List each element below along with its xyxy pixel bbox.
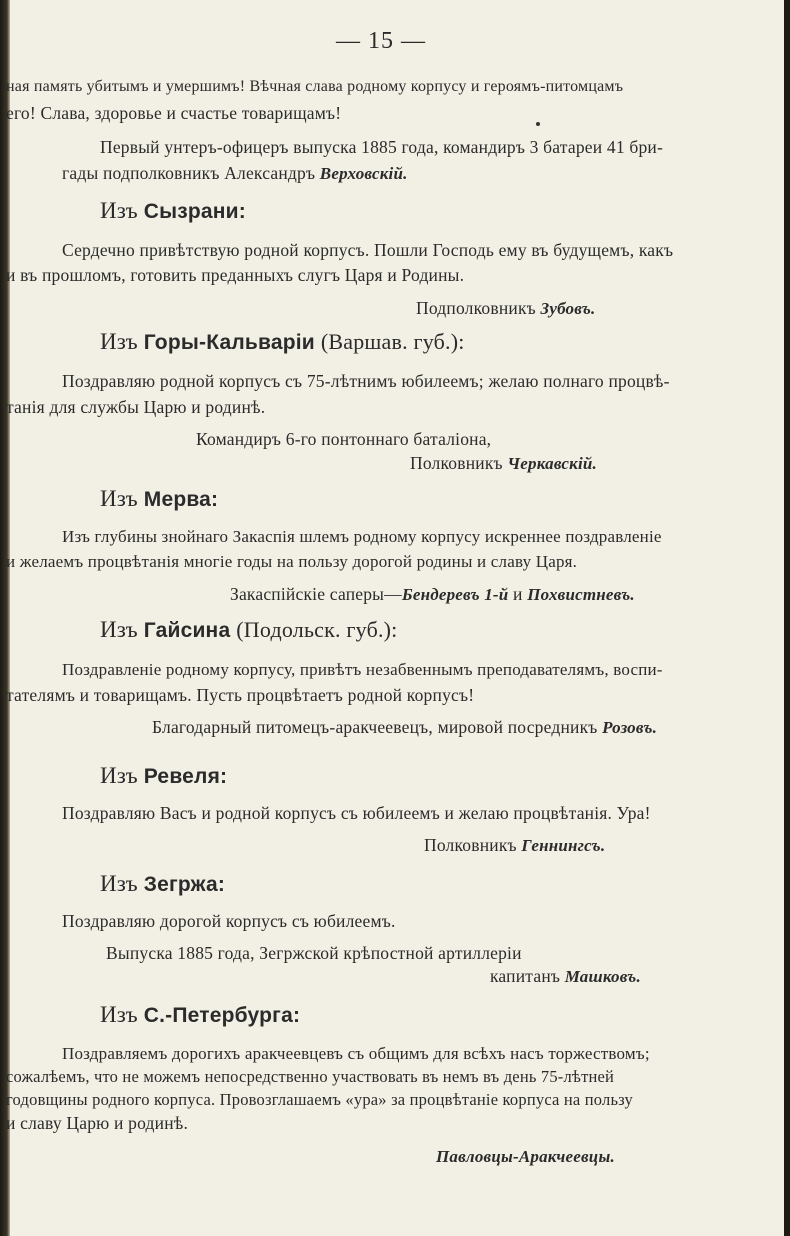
section-text-line: Сердечно привѣтствую родной корпусъ. Пошли Господь ему въ будущемъ, какъ [62, 240, 674, 260]
signature-prefix: Полковникъ [424, 835, 517, 855]
page-content [6, 0, 790, 1236]
section-signature [436, 1145, 615, 1168]
ink-speck [536, 122, 540, 126]
heading-city: Зегржа: [143, 873, 226, 896]
section-text-line: и желаемъ процвѣтанія многіе годы на пользу дорогой родины и славу Царя. [6, 552, 578, 571]
heading-from: Изъ [100, 486, 138, 511]
section-heading-zegrze [100, 870, 225, 899]
section-signature [424, 834, 605, 857]
heading-from: Изъ [100, 871, 138, 896]
section-heading-st-petersburg [100, 1001, 300, 1030]
section-text-line: Изъ глубины знойнаго Закаспія шлемъ родному корпусу искреннее поздравленіе [62, 527, 662, 546]
heading-region: (Подольск. губ.): [236, 617, 398, 642]
heading-from: Изъ [100, 329, 138, 354]
heading-from: Изъ [100, 617, 138, 642]
heading-from: Изъ [100, 198, 138, 223]
section-text-line: танія для службы Царю и родинѣ. [6, 397, 266, 417]
signature-prefix: Подполковникъ [416, 298, 536, 318]
section-heading-gora-kalwaria [100, 328, 465, 357]
intro-line-2: его! Слава, здоровье и счастье товарищамъ! [6, 103, 342, 123]
heading-from: Изъ [100, 763, 138, 788]
signature-conjunction: и [513, 584, 523, 604]
signature-prefix: Полковникъ [410, 453, 503, 473]
heading-city: Ревеля: [143, 765, 228, 788]
heading-city: Горы-Кальваріи [143, 331, 315, 354]
intro-signature [62, 162, 408, 185]
section-text-line: тателямъ и товарищамъ. Пусть процвѣтаетъ родной корпусъ! [6, 685, 475, 705]
intro-signature-prefix: гады подполковникъ Александръ [62, 163, 316, 183]
section-text-line: Поздравляю родной корпусъ съ 75-лѣтнимъ юбилеемъ; желаю полнаго процвѣ- [62, 371, 670, 391]
section-signature-line-1: Выпуска 1885 года, Зегржской крѣпостной артиллеріи [106, 943, 522, 963]
section-signature [230, 583, 635, 606]
heading-city: Сызрани: [143, 200, 246, 223]
signature-prefix: капитанъ [490, 966, 561, 986]
intro-line-1: ная память убитымъ и умершимъ! Вѣчная слава родному корпусу и героямъ-питомцамъ [6, 78, 624, 95]
signature-name: Розовъ. [602, 718, 658, 737]
signature-name: Павловцы-Аракчеевцы. [436, 1147, 615, 1166]
intro-signature-name: Верховскій. [319, 164, 408, 183]
signature-prefix: Закаспійскіе саперы— [230, 584, 402, 604]
section-signature [152, 716, 657, 739]
heading-region: (Варшав. губ.): [320, 329, 465, 354]
section-text-line: Поздравляемъ дорогихъ аракчеевцевъ съ общимъ для всѣхъ насъ торжествомъ; [62, 1044, 650, 1063]
signature-prefix: Благодарный питомецъ-аракчеевецъ, мировой посредникъ [152, 717, 598, 737]
heading-city: С.-Петербурга: [143, 1004, 301, 1027]
section-text-line: Поздравляю Васъ и родной корпусъ съ юбилеемъ и желаю процвѣтанія. Ура! [62, 803, 651, 823]
section-signature [490, 965, 641, 988]
signature-name: Геннингсъ. [521, 836, 606, 855]
section-text-line: и славу Царю и родинѣ. [6, 1113, 189, 1133]
signature-name: Бендеревъ 1-й [401, 585, 509, 604]
intro-line-3: Первый унтеръ-офицеръ выпуска 1885 года, командиръ 3 батареи 41 бри- [100, 137, 664, 157]
section-heading-merv [100, 485, 218, 514]
section-text-line: сожалѣемъ, что не можемъ непосредственно участвовать въ немъ въ день 75-лѣтней [6, 1067, 615, 1086]
section-signature-line-1: Командиръ 6-го понтоннаго баталіона, [196, 429, 492, 449]
signature-name: Черкавскій. [507, 454, 598, 473]
heading-city: Гайсина [143, 619, 231, 642]
signature-name: Машковъ. [564, 967, 641, 986]
book-page [6, 0, 790, 1236]
heading-from: Изъ [100, 1002, 138, 1027]
book-spine-shadow [0, 0, 10, 1236]
page-number: — 15 — [336, 28, 426, 54]
signature-name: Зубовъ. [540, 299, 596, 318]
section-heading-gaysin [100, 616, 398, 645]
section-signature [416, 297, 595, 320]
section-text-line: годовщины родного корпуса. Провозглашаемъ «ура» за процвѣтаніе корпуса на пользу [6, 1090, 634, 1109]
section-signature [410, 452, 597, 475]
section-text-line: Поздравляю дорогой корпусъ съ юбилеемъ. [62, 911, 396, 931]
heading-city: Мерва: [143, 488, 219, 511]
section-text-line: и въ прошломъ, готовить преданныхъ слугъ Царя и Родины. [6, 265, 465, 285]
section-heading-revel [100, 762, 227, 791]
signature-name-2: Похвистневъ. [527, 585, 635, 604]
section-heading-syzran [100, 197, 246, 226]
section-text-line: Поздравленіе родному корпусу, привѣтъ незабвеннымъ преподавателямъ, воспи- [62, 660, 663, 679]
